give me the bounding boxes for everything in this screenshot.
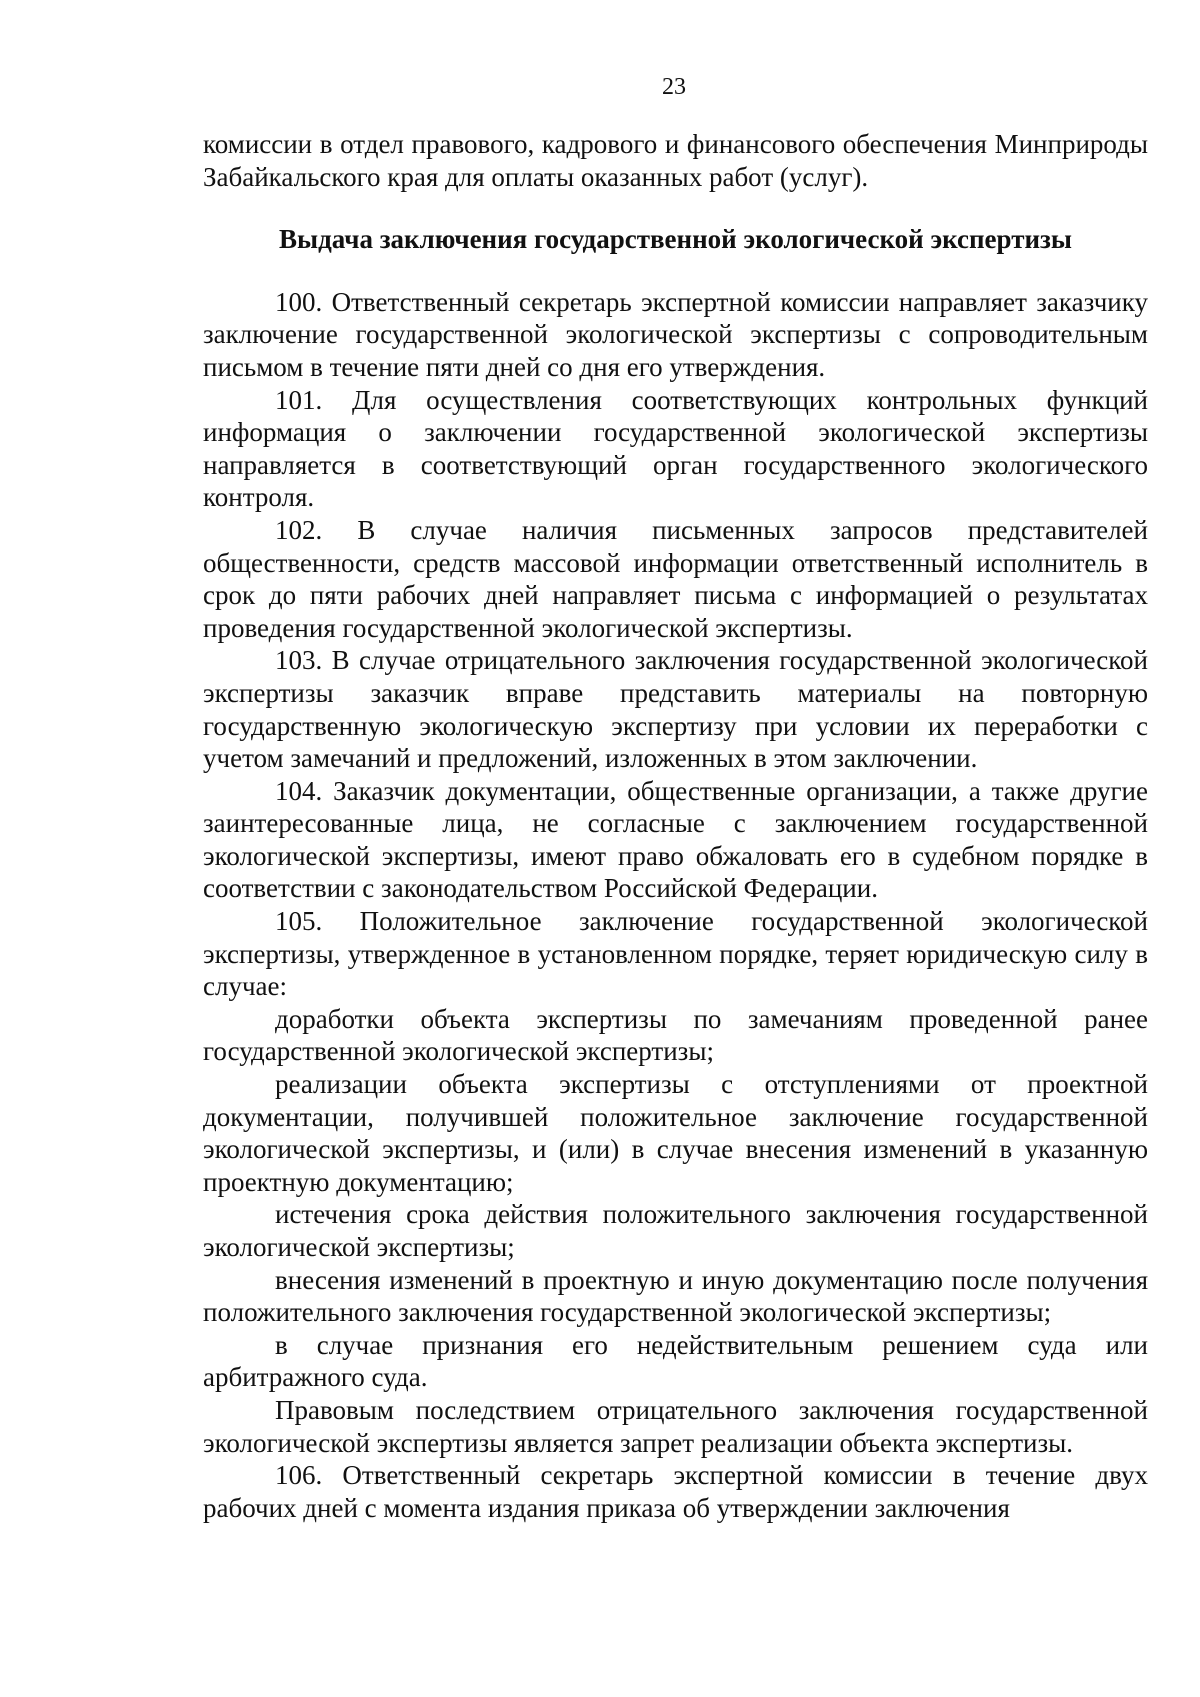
- clause-106: 106. Ответственный секретарь экспертной комиссии в течение двух рабочих дней с момента издания приказа об утверждении заключения: [203, 1460, 1148, 1523]
- section-heading: Выдача заключения государственной экологической экспертизы: [279, 224, 1072, 255]
- sub-item-revision: доработки объекта экспертизы по замечаниям проведенной ранее государственной экологической экспертизы;: [203, 1003, 1148, 1067]
- document-body: [203, 128, 1148, 1524]
- clause-103: 103. В случае отрицательного заключения государственной экологической экспертизы заказчик вправе представить материалы на повторную государственную экологическую экспертизу при условии их переработки с учетом замечаний и предложений, изложенных в этом заключении.: [203, 645, 1148, 774]
- sub-item-court: в случае признания его недействительным решением суда или арбитражного суда.: [203, 1329, 1148, 1393]
- sub-item-expiry: истечения срока действия положительного заключения государственной экологической экспертизы;: [203, 1199, 1148, 1262]
- clause-101: 101. Для осуществления соответствующих контрольных функций информация о заключении государственной экологической экспертизы направляется в соответствующий орган государственного экологического контроля.: [203, 384, 1148, 513]
- clause-105: 105. Положительное заключение государственной экологической экспертизы, утвержденное в установленном порядке, теряет юридическую силу в случае:: [203, 906, 1148, 1002]
- clause-102: 102. В случае наличия письменных запросов представителей общественности, средств массовой информации ответственный исполнитель в срок до пяти рабочих дней направляет письма с информацией о результатах проведения государственной экологической экспертизы.: [203, 514, 1148, 643]
- page-number: 23: [662, 74, 686, 100]
- clause-100: 100. Ответственный секретарь экспертной комиссии направляет заказчику заключение государственной экологической экспертизы с сопроводительным письмом в течение пяти дней со дня его утверждения.: [203, 286, 1148, 382]
- sub-item-changes: внесения изменений в проектную и иную документацию после получения положительного заключения государственной экологической экспертизы;: [203, 1264, 1148, 1328]
- clause-104: 104. Заказчик документации, общественные организации, а также другие заинтересованные лица, не согласные с заключением государственной экологической экспертизы, имеют право обжаловать его в судебном порядке в соответствии с законодательством Российской Федерации.: [203, 775, 1148, 904]
- legal-consequence-paragraph: Правовым последствием отрицательного заключения государственной экологической экспертизы является запрет реализации объекта экспертизы.: [203, 1394, 1148, 1458]
- continuation-paragraph: комиссии в отдел правового, кадрового и финансового обеспечения Минприроды Забайкальского края для оплаты оказанных работ (услуг).: [203, 129, 1148, 192]
- sub-item-deviation: реализации объекта экспертизы с отступлениями от проектной документации, получившей положительное заключение государственной экологической экспертизы, и (или) в случае внесения изменений в указанную проектную документацию;: [203, 1069, 1148, 1197]
